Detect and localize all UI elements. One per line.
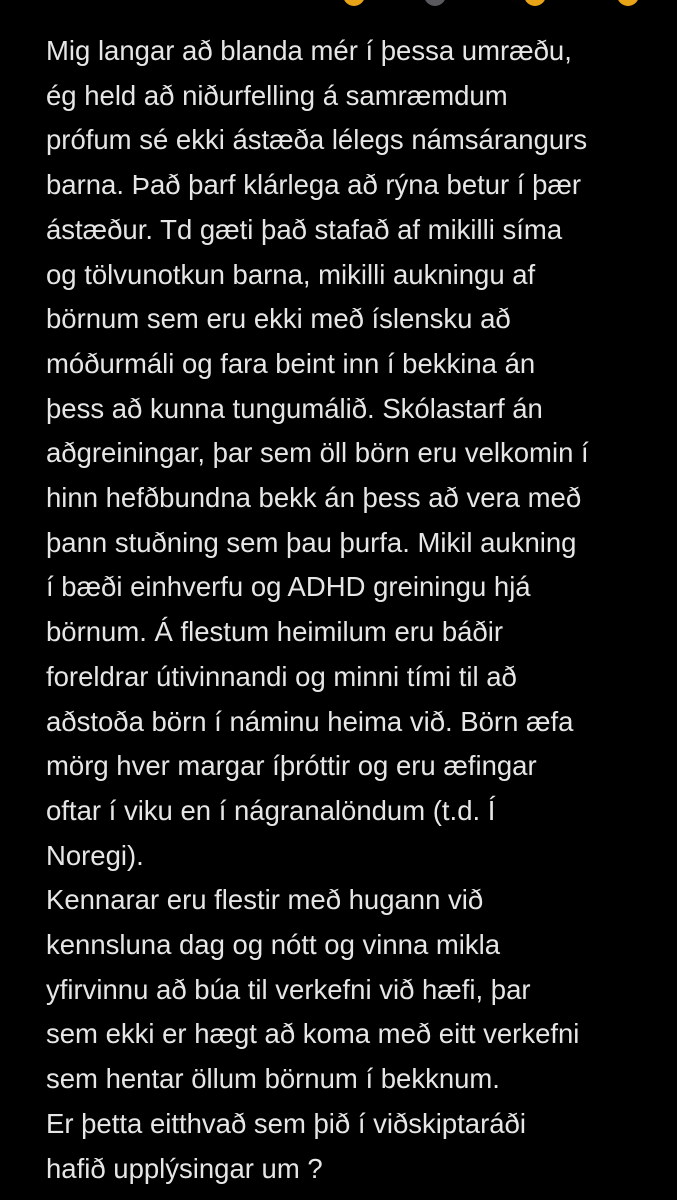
note-line: Kennarar eru flestir með hugann við	[46, 884, 484, 916]
note-line: börnum. Á flestum heimilum eru báðir	[46, 616, 503, 648]
note-line: móðurmáli og fara beint inn í bekkina án	[46, 347, 536, 379]
note-line: barna. Það þarf klárlega að rýna betur í þær	[46, 169, 582, 201]
note-line: aðgreiningar, þar sem öll börn eru velkomin í	[46, 437, 589, 469]
note-paragraph	[46, 878, 646, 1102]
note-line: þess að kunna tungumálið. Skólastarf án	[46, 392, 543, 424]
note-line: foreldrar útivinnandi og minni tími til að	[46, 660, 517, 692]
note-line: Er þetta eitthvað sem þið í viðskiptaráði	[46, 1107, 526, 1139]
note-line: ég held að niðurfelling á samræmdum	[46, 79, 508, 111]
note-line: Mig langar að blanda mér í þessa umræðu,	[46, 35, 572, 66]
note-paragraph	[46, 1102, 646, 1191]
note-body[interactable]	[46, 29, 646, 1191]
note-line: sem ekki er hægt að koma með eitt verkefni	[46, 1018, 580, 1050]
note-line: ástæður. Td gæti það stafað af mikilli síma	[46, 213, 563, 245]
note-line: í bæði einhverfu og ADHD greiningu hjá	[46, 571, 531, 603]
note-line: börnum sem eru ekki með íslensku að	[46, 303, 511, 335]
note-line: Noregi).	[46, 839, 144, 871]
share-icon[interactable]	[524, 0, 546, 6]
status-bar-partial	[0, 0, 677, 14]
gray-dot-icon	[424, 0, 446, 6]
accent-dot-icon	[343, 0, 365, 6]
note-line: þann stuðning sem þau þurfa. Mikil aukning	[46, 526, 577, 558]
note-line: hinn hefðbundna bekk án þess að vera með	[46, 482, 582, 514]
note-line: kennsluna dag og nótt og vinna mikla	[46, 929, 501, 961]
note-line: og tölvunotkun barna, mikilli aukningu af	[46, 258, 536, 290]
note-line: aðstoða börn í náminu heima við. Börn æfa	[46, 705, 574, 737]
note-line: oftar í viku en í nágranalöndum (t.d. Í	[46, 794, 496, 826]
note-line: yfirvinnu að búa til verkefni við hæfi, þar	[46, 973, 531, 1005]
note-line: mörg hver margar íþróttir og eru æfingar	[46, 750, 537, 782]
note-line: hafið upplýsingar um ?	[46, 1152, 323, 1184]
note-paragraph	[46, 29, 646, 878]
more-icon[interactable]	[617, 0, 639, 6]
note-line: sem hentar öllum börnum í bekknum.	[46, 1063, 500, 1095]
note-line: prófum sé ekki ástæða lélegs námsárangurs	[46, 124, 588, 156]
